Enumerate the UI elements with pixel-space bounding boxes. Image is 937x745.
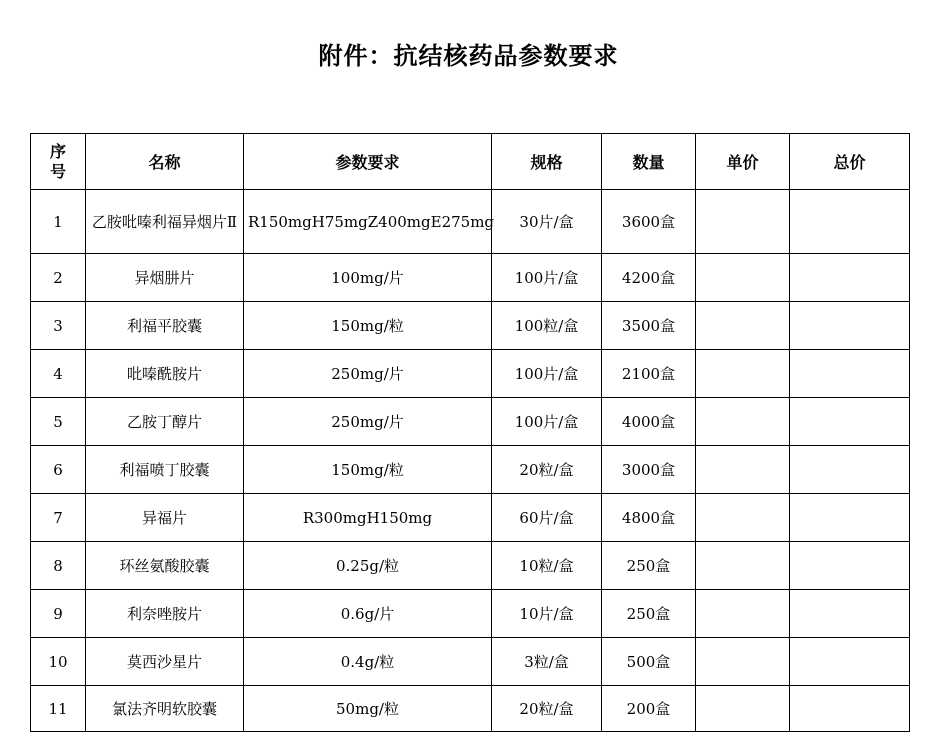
cell-total-price bbox=[790, 590, 910, 638]
cell-params: R150mgH75mgZ400mgE275mg bbox=[244, 190, 492, 254]
cell-params: 50mg/粒 bbox=[244, 686, 492, 732]
cell-spec: 30片/盒 bbox=[492, 190, 602, 254]
cell-name: 莫西沙星片 bbox=[86, 638, 244, 686]
cell-unit-price bbox=[696, 446, 790, 494]
cell-params: 0.6g/片 bbox=[244, 590, 492, 638]
table-row bbox=[31, 446, 910, 494]
cell-unit-price bbox=[696, 190, 790, 254]
cell-spec: 20粒/盒 bbox=[492, 686, 602, 732]
cell-unit-price bbox=[696, 350, 790, 398]
cell-quantity: 4000盒 bbox=[602, 398, 696, 446]
cell-total-price bbox=[790, 494, 910, 542]
document-title: 附件：抗结核药品参数要求 bbox=[318, 42, 619, 70]
cell-params: 0.25g/粒 bbox=[244, 542, 492, 590]
cell-no: 11 bbox=[31, 686, 86, 732]
cell-unit-price bbox=[696, 494, 790, 542]
cell-name: 吡嗪酰胺片 bbox=[86, 350, 244, 398]
cell-no: 2 bbox=[31, 254, 86, 302]
cell-total-price bbox=[790, 542, 910, 590]
header-spec: 规格 bbox=[492, 134, 602, 190]
header-total-price: 总价 bbox=[790, 134, 910, 190]
cell-no: 6 bbox=[31, 446, 86, 494]
table-row bbox=[31, 686, 910, 732]
table-row bbox=[31, 638, 910, 686]
cell-total-price bbox=[790, 350, 910, 398]
cell-total-price bbox=[790, 638, 910, 686]
cell-params: 250mg/片 bbox=[244, 350, 492, 398]
cell-name: 利奈唑胺片 bbox=[86, 590, 244, 638]
cell-quantity: 3600盒 bbox=[602, 190, 696, 254]
table-row bbox=[31, 302, 910, 350]
table-row bbox=[31, 254, 910, 302]
cell-total-price bbox=[790, 686, 910, 732]
cell-total-price bbox=[790, 398, 910, 446]
cell-total-price bbox=[790, 254, 910, 302]
cell-spec: 100粒/盒 bbox=[492, 302, 602, 350]
cell-quantity: 500盒 bbox=[602, 638, 696, 686]
cell-spec: 60片/盒 bbox=[492, 494, 602, 542]
cell-quantity: 4200盒 bbox=[602, 254, 696, 302]
cell-spec: 100片/盒 bbox=[492, 398, 602, 446]
cell-unit-price bbox=[696, 542, 790, 590]
cell-quantity: 250盒 bbox=[602, 590, 696, 638]
cell-no: 3 bbox=[31, 302, 86, 350]
cell-total-price bbox=[790, 190, 910, 254]
cell-no: 4 bbox=[31, 350, 86, 398]
cell-params: R300mgH150mg bbox=[244, 494, 492, 542]
header-unit-price: 单价 bbox=[696, 134, 790, 190]
cell-total-price bbox=[790, 302, 910, 350]
cell-no: 8 bbox=[31, 542, 86, 590]
header-name: 名称 bbox=[86, 134, 244, 190]
cell-unit-price bbox=[696, 254, 790, 302]
cell-quantity: 200盒 bbox=[602, 686, 696, 732]
cell-no: 10 bbox=[31, 638, 86, 686]
cell-spec: 10片/盒 bbox=[492, 590, 602, 638]
header-no: 序号 bbox=[31, 134, 86, 190]
cell-unit-price bbox=[696, 686, 790, 732]
cell-unit-price bbox=[696, 590, 790, 638]
cell-name: 乙胺丁醇片 bbox=[86, 398, 244, 446]
cell-unit-price bbox=[696, 398, 790, 446]
cell-no: 9 bbox=[31, 590, 86, 638]
cell-spec: 10粒/盒 bbox=[492, 542, 602, 590]
drug-requirements-table bbox=[30, 133, 910, 732]
cell-params: 100mg/片 bbox=[244, 254, 492, 302]
cell-params: 150mg/粒 bbox=[244, 302, 492, 350]
cell-spec: 3粒/盒 bbox=[492, 638, 602, 686]
table-row bbox=[31, 494, 910, 542]
cell-total-price bbox=[790, 446, 910, 494]
cell-unit-price bbox=[696, 302, 790, 350]
cell-name: 乙胺吡嗪利福异烟片Ⅱ bbox=[86, 190, 244, 254]
cell-params: 150mg/粒 bbox=[244, 446, 492, 494]
header-params: 参数要求 bbox=[244, 134, 492, 190]
cell-quantity: 3000盒 bbox=[602, 446, 696, 494]
table-row bbox=[31, 590, 910, 638]
table-row bbox=[31, 190, 910, 254]
cell-name: 利福喷丁胶囊 bbox=[86, 446, 244, 494]
cell-name: 利福平胶囊 bbox=[86, 302, 244, 350]
cell-no: 5 bbox=[31, 398, 86, 446]
cell-quantity: 2100盒 bbox=[602, 350, 696, 398]
cell-spec: 100片/盒 bbox=[492, 350, 602, 398]
table-row bbox=[31, 398, 910, 446]
cell-unit-price bbox=[696, 638, 790, 686]
cell-quantity: 4800盒 bbox=[602, 494, 696, 542]
cell-name: 环丝氨酸胶囊 bbox=[86, 542, 244, 590]
cell-spec: 20粒/盒 bbox=[492, 446, 602, 494]
cell-no: 1 bbox=[31, 190, 86, 254]
cell-name: 氯法齐明软胶囊 bbox=[86, 686, 244, 732]
cell-no: 7 bbox=[31, 494, 86, 542]
cell-params: 250mg/片 bbox=[244, 398, 492, 446]
cell-params: 0.4g/粒 bbox=[244, 638, 492, 686]
table-row bbox=[31, 350, 910, 398]
cell-quantity: 3500盒 bbox=[602, 302, 696, 350]
cell-spec: 100片/盒 bbox=[492, 254, 602, 302]
table-header-row bbox=[31, 134, 910, 190]
table-row bbox=[31, 542, 910, 590]
cell-quantity: 250盒 bbox=[602, 542, 696, 590]
cell-name: 异烟肼片 bbox=[86, 254, 244, 302]
cell-name: 异福片 bbox=[86, 494, 244, 542]
header-quantity: 数量 bbox=[602, 134, 696, 190]
